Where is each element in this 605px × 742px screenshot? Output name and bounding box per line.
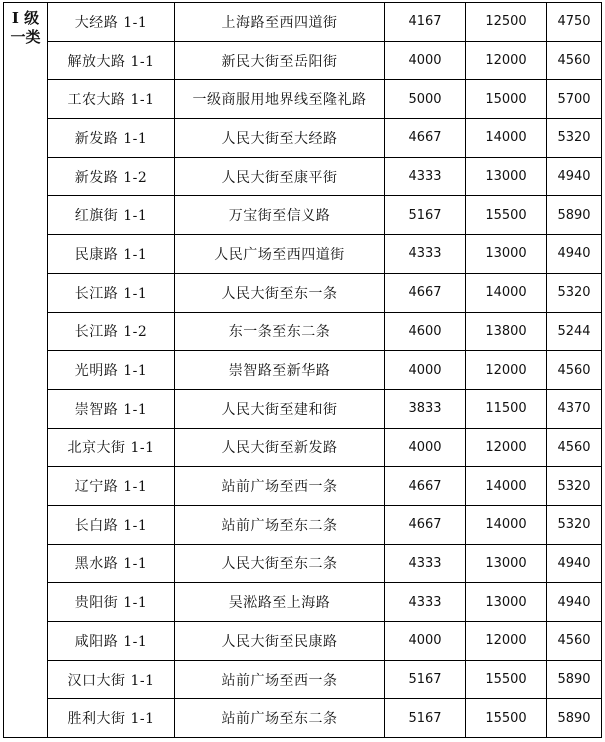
- value-2-cell: 12000: [466, 622, 547, 661]
- value-3-cell: 5890: [547, 196, 602, 235]
- value-3-cell: 5244: [547, 312, 602, 351]
- value-2-cell: 13000: [466, 235, 547, 274]
- road-name-cell: 工农大路 1-1: [48, 80, 175, 119]
- road-section-cell: 一级商服用地界线至隆礼路: [175, 80, 385, 119]
- table-row: [4, 235, 602, 274]
- road-name-cell: 民康路 1-1: [48, 235, 175, 274]
- value-2-cell: 15000: [466, 80, 547, 119]
- value-1-cell: 5167: [385, 660, 466, 699]
- road-section-cell: 崇智路至新华路: [175, 351, 385, 390]
- table-row: [4, 467, 602, 506]
- value-2-cell: 14000: [466, 273, 547, 312]
- table-row: [4, 157, 602, 196]
- table-row: [4, 312, 602, 351]
- road-section-cell: 站前广场至东二条: [175, 699, 385, 738]
- road-section-cell: 人民大街至康平街: [175, 157, 385, 196]
- value-2-cell: 12000: [466, 351, 547, 390]
- value-3-cell: 5890: [547, 699, 602, 738]
- value-2-cell: 12000: [466, 41, 547, 80]
- road-name-cell: 光明路 1-1: [48, 351, 175, 390]
- value-1-cell: 4333: [385, 544, 466, 583]
- category-cell: [4, 3, 48, 738]
- road-section-cell: 人民大街至民康路: [175, 622, 385, 661]
- road-section-cell: 站前广场至西一条: [175, 660, 385, 699]
- road-name-cell: 长江路 1-2: [48, 312, 175, 351]
- value-3-cell: 4560: [547, 622, 602, 661]
- road-section-cell: 人民大街至东二条: [175, 544, 385, 583]
- value-2-cell: 11500: [466, 389, 547, 428]
- table-row: [4, 699, 602, 738]
- value-2-cell: 15500: [466, 660, 547, 699]
- table-row: [4, 583, 602, 622]
- value-1-cell: 4333: [385, 583, 466, 622]
- value-1-cell: 4000: [385, 351, 466, 390]
- value-1-cell: 4000: [385, 428, 466, 467]
- road-section-cell: 人民大街至大经路: [175, 119, 385, 158]
- table-row: [4, 273, 602, 312]
- road-section-cell: 人民大街至东一条: [175, 273, 385, 312]
- value-1-cell: 4667: [385, 467, 466, 506]
- road-name-cell: 长江路 1-1: [48, 273, 175, 312]
- value-2-cell: 14000: [466, 119, 547, 158]
- road-section-cell: 东一条至东二条: [175, 312, 385, 351]
- category-line-1: I 级: [11, 9, 40, 27]
- value-1-cell: 4333: [385, 235, 466, 274]
- road-section-cell: 吴淞路至上海路: [175, 583, 385, 622]
- value-2-cell: 13000: [466, 544, 547, 583]
- value-1-cell: 5167: [385, 196, 466, 235]
- table-row: [4, 389, 602, 428]
- road-name-cell: 大经路 1-1: [48, 3, 175, 42]
- value-2-cell: 14000: [466, 505, 547, 544]
- road-name-cell: 黑水路 1-1: [48, 544, 175, 583]
- value-2-cell: 12500: [466, 3, 547, 42]
- category-line-2: 一类: [10, 28, 41, 46]
- value-3-cell: 4560: [547, 41, 602, 80]
- value-3-cell: 5700: [547, 80, 602, 119]
- value-3-cell: 5890: [547, 660, 602, 699]
- value-2-cell: 13000: [466, 583, 547, 622]
- value-1-cell: 4667: [385, 273, 466, 312]
- value-2-cell: 15500: [466, 196, 547, 235]
- value-3-cell: 5320: [547, 505, 602, 544]
- road-section-cell: 上海路至西四道街: [175, 3, 385, 42]
- value-3-cell: 4560: [547, 428, 602, 467]
- table-row: [4, 351, 602, 390]
- table-row: [4, 622, 602, 661]
- table-row: [4, 196, 602, 235]
- value-1-cell: 4667: [385, 505, 466, 544]
- road-name-cell: 解放大路 1-1: [48, 41, 175, 80]
- road-name-cell: 咸阳路 1-1: [48, 622, 175, 661]
- road-section-cell: 人民大街至新发路: [175, 428, 385, 467]
- value-1-cell: 5000: [385, 80, 466, 119]
- value-3-cell: 5320: [547, 119, 602, 158]
- value-3-cell: 4940: [547, 235, 602, 274]
- table-row: [4, 3, 602, 42]
- road-name-cell: 胜利大街 1-1: [48, 699, 175, 738]
- value-3-cell: 4940: [547, 157, 602, 196]
- value-3-cell: 4370: [547, 389, 602, 428]
- road-section-cell: 万宝街至信义路: [175, 196, 385, 235]
- value-3-cell: 5320: [547, 467, 602, 506]
- table-row: [4, 41, 602, 80]
- road-section-cell: 站前广场至东二条: [175, 505, 385, 544]
- road-name-cell: 崇智路 1-1: [48, 389, 175, 428]
- value-1-cell: 4667: [385, 119, 466, 158]
- road-name-cell: 汉口大街 1-1: [48, 660, 175, 699]
- road-name-cell: 贵阳街 1-1: [48, 583, 175, 622]
- value-1-cell: 4000: [385, 41, 466, 80]
- value-3-cell: 4940: [547, 583, 602, 622]
- road-name-cell: 北京大街 1-1: [48, 428, 175, 467]
- value-3-cell: 4750: [547, 3, 602, 42]
- value-1-cell: 4333: [385, 157, 466, 196]
- table-row: [4, 505, 602, 544]
- value-2-cell: 13800: [466, 312, 547, 351]
- road-section-cell: 站前广场至西一条: [175, 467, 385, 506]
- value-1-cell: 4000: [385, 622, 466, 661]
- value-3-cell: 5320: [547, 273, 602, 312]
- table-body: [4, 3, 602, 738]
- value-3-cell: 4560: [547, 351, 602, 390]
- table-row: [4, 544, 602, 583]
- value-1-cell: 4167: [385, 3, 466, 42]
- table-row: [4, 119, 602, 158]
- value-2-cell: 13000: [466, 157, 547, 196]
- road-name-cell: 新发路 1-1: [48, 119, 175, 158]
- road-name-cell: 新发路 1-2: [48, 157, 175, 196]
- value-1-cell: 3833: [385, 389, 466, 428]
- value-1-cell: 5167: [385, 699, 466, 738]
- value-3-cell: 4940: [547, 544, 602, 583]
- road-name-cell: 红旗街 1-1: [48, 196, 175, 235]
- road-section-cell: 人民大街至建和街: [175, 389, 385, 428]
- table-row: [4, 428, 602, 467]
- table-row: [4, 660, 602, 699]
- road-section-cell: 人民广场至西四道街: [175, 235, 385, 274]
- land-price-table: [3, 2, 602, 738]
- road-section-cell: 新民大街至岳阳街: [175, 41, 385, 80]
- value-1-cell: 4600: [385, 312, 466, 351]
- table-row: [4, 80, 602, 119]
- value-2-cell: 12000: [466, 428, 547, 467]
- road-name-cell: 长白路 1-1: [48, 505, 175, 544]
- value-2-cell: 15500: [466, 699, 547, 738]
- value-2-cell: 14000: [466, 467, 547, 506]
- road-name-cell: 辽宁路 1-1: [48, 467, 175, 506]
